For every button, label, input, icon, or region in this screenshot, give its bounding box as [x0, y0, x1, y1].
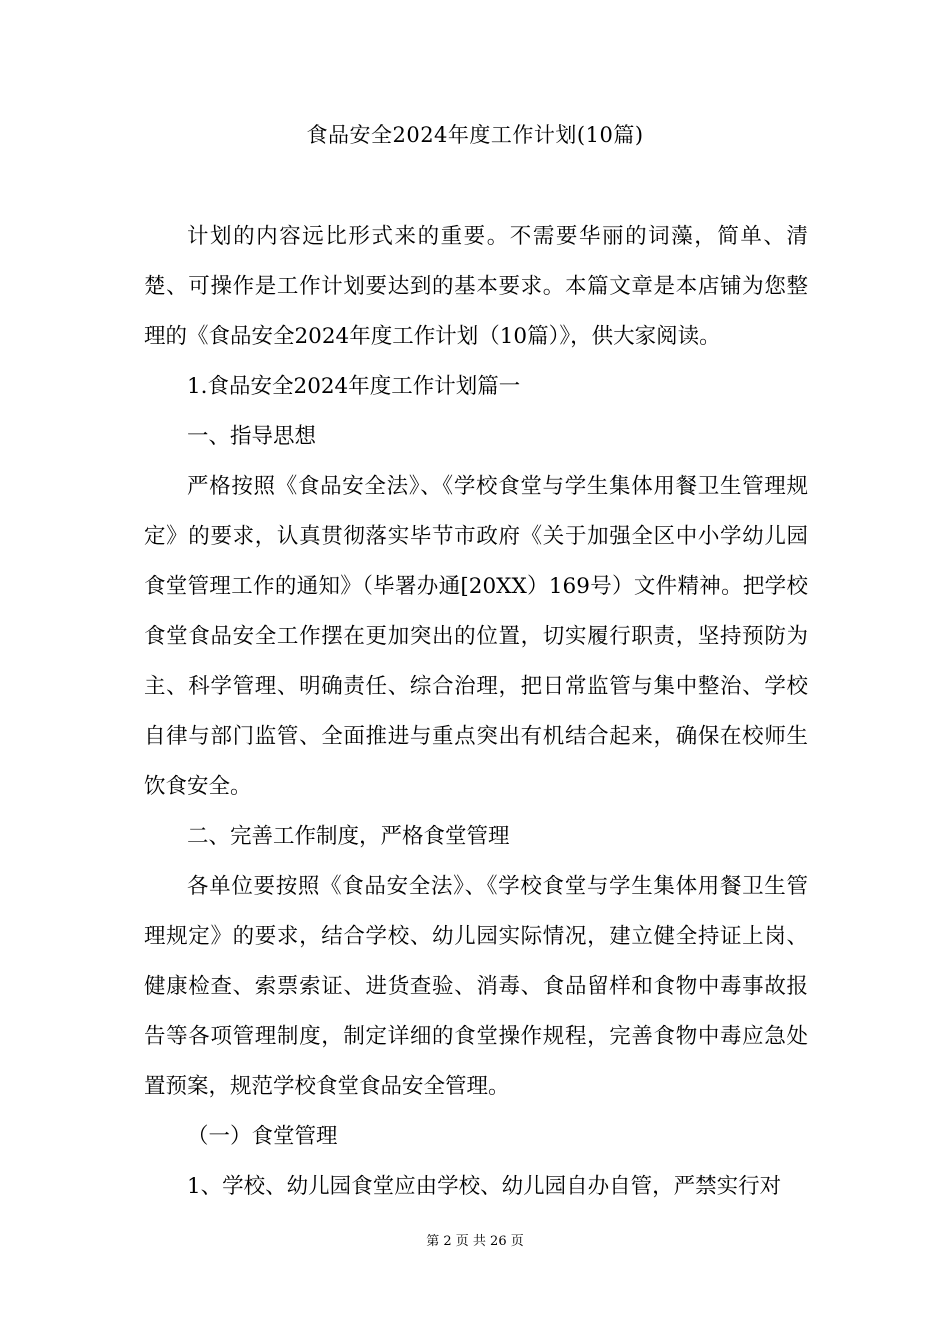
page-footer: 第 2 页 共 26 页 [426, 1234, 524, 1249]
heading-canteen-management: （一）食堂管理 [187, 1124, 338, 1149]
paragraph-canteen-item-1: 1、学校、幼儿园食堂应由学校、幼儿园自办自管，严禁实行对 [187, 1174, 782, 1199]
paragraph-guiding-ideology: 严格按照《食品安全法》、《学校食堂与学生集体用餐卫生管理规定》的要求，认真贯彻落实毕节市政府《关于加强全区中小学幼儿园食堂管理工作的通知》（毕署办通[20XX）169号）文件精神。把学校食堂食品安全工作摆在更加突出的位置，切实履行职责，坚持预防为主、科学管理、明确责任、综合治理，把日常监管与集中整治、学校自律与部门监管、全面推进与重点突出有机结合起来，确保在校师生饮食安全。 [144, 474, 808, 799]
heading-guiding-ideology: 一、指导思想 [187, 424, 317, 449]
section-heading-plan-one: 1.食品安全2024年度工作计划篇一 [187, 374, 521, 399]
document-body [144, 212, 808, 1212]
document-title: 食品安全2024年度工作计划(10篇) [306, 123, 644, 147]
paragraph-improve-system: 各单位要按照《食品安全法》、《学校食堂与学生集体用餐卫生管理规定》的要求，结合学校、幼儿园实际情况，建立健全持证上岗、健康检查、索票索证、进货查验、消毒、食品留样和食物中毒事故报告等各项管理制度，制定详细的食堂操作规程，完善食物中毒应急处置预案，规范学校食堂食品安全管理。 [144, 874, 808, 1099]
intro-paragraph: 计划的内容远比形式来的重要。不需要华丽的词藻，简单、清楚、可操作是工作计划要达到的基本要求。本篇文章是本店铺为您整理的《食品安全2024年度工作计划（10篇）》，供大家阅读。 [144, 224, 808, 349]
heading-improve-system: 二、完善工作制度，严格食堂管理 [187, 824, 510, 849]
